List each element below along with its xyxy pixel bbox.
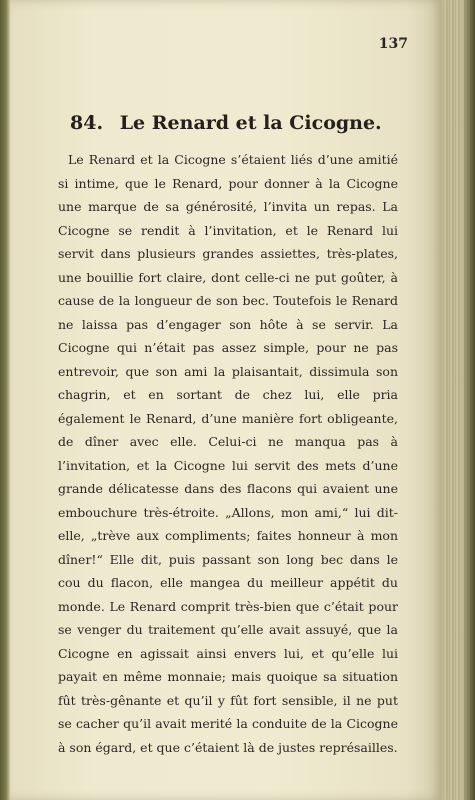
fable-title: Le Renard et la Cicogne.	[119, 112, 382, 134]
book-gutter	[0, 0, 10, 800]
page-sheet	[10, 0, 442, 800]
fable-body-text: Le Renard et la Cicogne s’étaient liés d’une amitié si intime, que le Renard, pour donner à la Cicogne une marque de sa générosité, l’invita un repas. La Cicogne se rendit à l’invitation, et le Renard lui servit dans plusieurs grandes assiettes, très-plates, une bouillie fort claire, dont celle-ci ne put goûter, à cause de la longueur de son bec. Toutefois le Renard ne laissa pas d’engager son hôte à se servir. La Cicogne qui n’était pas assez simple, pour ne pas entrevoir, que son ami la plaisantait, dissimula son chagrin, et en sortant de chez lui, elle pria également le Renard, d’une manière fort obligeante, de dîner avec elle. Celui-ci ne manqua pas à l’invitation, et la Cicogne lui servit des mets d’une grande délicatesse dans des flacons qui avaient une embouchure très-étroite. „Allons, mon ami,“ lui dit-elle, „trève aux compliments; faites honneur à mon dîner!“ Elle dit, puis passant son long bec dans le cou du flacon, elle mangea du meilleur appétit du monde. Le Renard comprit très-bien que c’était pour se venger du traitement qu’elle avait assuyé, que la Cicogne en agissait ainsi envers lui, et qu’elle lui payait en même monnaie; mais quoique sa situation fût très-gênante et qu’il y fût fort sensible, il ne put se cacher qu’il avait merité la conduite de la Cicogne à son égard, et que c’étaient là de justes représailles.	[58, 152, 398, 755]
fable-heading	[70, 112, 382, 134]
page-number: 137	[378, 36, 408, 52]
fable-number: 84.	[70, 112, 104, 134]
page-edges	[442, 0, 475, 800]
